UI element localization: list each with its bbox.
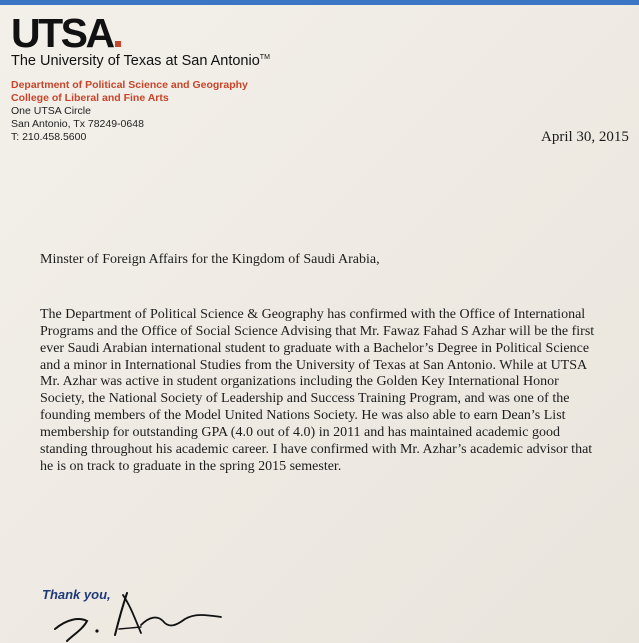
address-line-1: One UTSA Circle [11,105,91,117]
body-line: he is on track to graduate in the spring 2015 semester. [40,458,342,474]
college-name: College of Liberal and Fine Arts [11,92,169,104]
body-line: Mr. Azhar was active in student organizations including the Golden Key International Honor [40,374,559,390]
body-line: and a minor in International Studies from the University of Texas at San Antonio. While at UTSA [40,357,588,373]
trademark: TM [259,54,270,62]
letter-date: April 30, 2015 [541,129,629,145]
salutation: Minster of Foreign Affairs for the Kingdom of Saudi Arabia, [40,252,380,267]
body-line: Programs and the Office of Social Science Advising that Mr. Fawaz Fahad S Azhar will be the first [40,323,595,339]
department-block [11,79,270,144]
body-line: The Department of Political Science & Geography has confirmed with the Office of International [40,307,586,322]
phone-line [11,131,270,144]
body-line: Society, the National Society of Leadership and Success Training Program, and was one of the [40,391,570,407]
letterhead [11,10,270,144]
body-line: membership for outstanding GPA (4.0 out of 4.0) in 2011 and has maintained academic good [40,424,560,440]
university-name: The University of Texas at San Antonio™ [11,53,270,69]
body-line: founding members of the Model United Nations Society. He was also able to earn Dean’s List [40,408,566,424]
logo-dot [115,41,121,47]
phone-prefix: T: [11,131,20,143]
top-edge-bar [0,0,639,5]
address-line-2: San Antonio, Tx 78249-0648 [11,118,144,130]
closing: Thank you, [42,587,111,602]
letter-body [40,307,639,475]
body-line: ever Saudi Arabian international student to graduate with a Bachelor’s Degree in Political Science [40,340,590,356]
department-name: Department of Political Science and Geography [11,79,248,91]
phone-number: 210.458.5600 [22,131,87,143]
utsa-logo: UTSA [11,14,270,52]
body-line: standing throughout his academic career. I have confirmed with Mr. Azhar’s academic advisor that [40,441,593,457]
handwritten-signature [45,585,235,643]
